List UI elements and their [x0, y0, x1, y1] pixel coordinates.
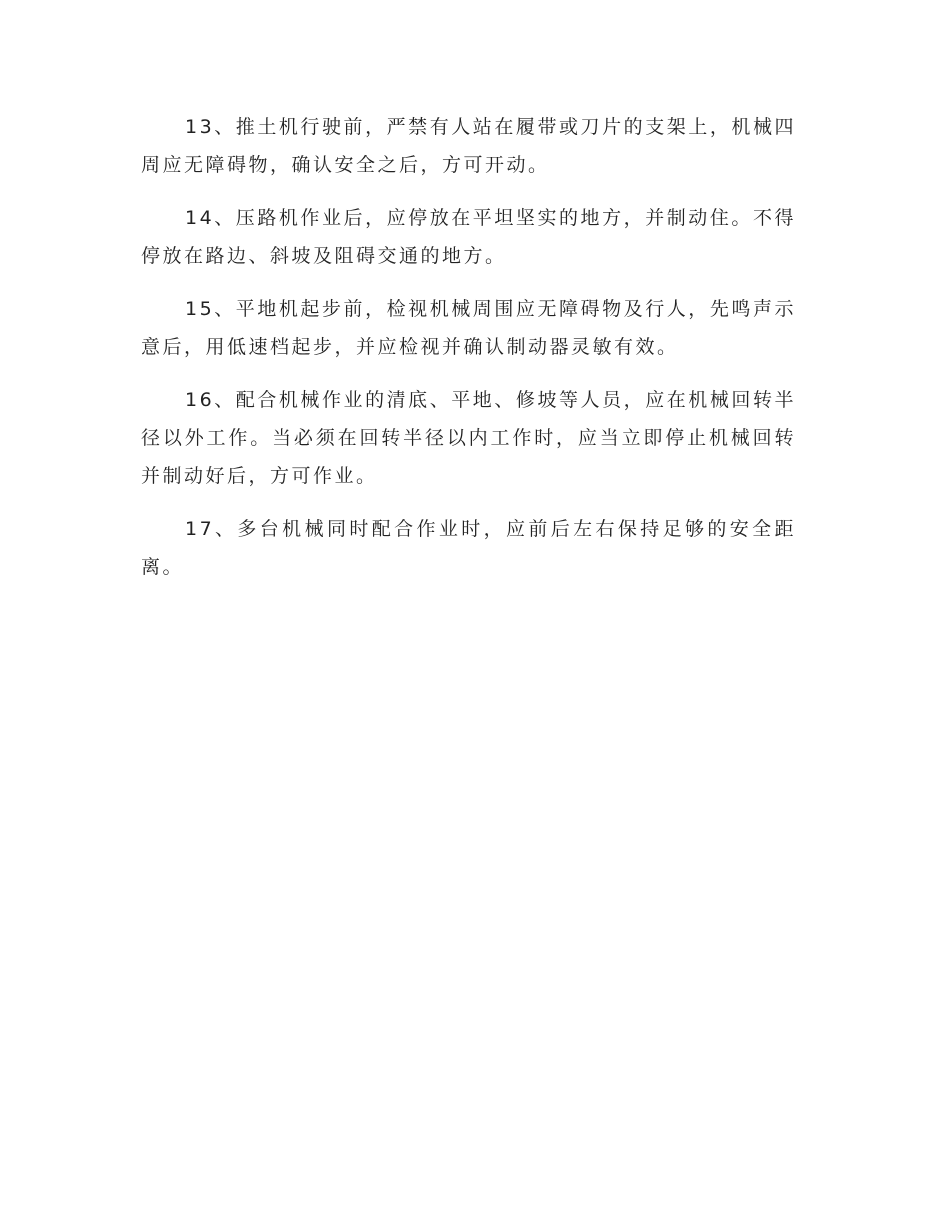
paragraph-13: 13、推土机行驶前，严禁有人站在履带或刀片的支架上，机械四周应无障碍物，确认安全之后，方可开动。	[141, 116, 796, 176]
document-body	[141, 108, 796, 601]
paragraph-17: 17、多台机械同时配合作业时，应前后左右保持足够的安全距离。	[141, 518, 796, 578]
paragraph-14: 14、压路机作业后，应停放在平坦坚实的地方，并制动住。不得停放在路边、斜坡及阻碍交通的地方。	[141, 207, 796, 267]
paragraph-15: 15、平地机起步前，检视机械周围应无障碍物及行人，先鸣声示意后，用低速档起步，并应检视并确认制动器灵敏有效。	[141, 298, 796, 358]
paragraph-16: 16、配合机械作业的清底、平地、修坡等人员，应在机械回转半径以外工作。当必须在回转半径以内工作时，应当立即停止机械回转并制动好后，方可作业。	[141, 389, 796, 487]
